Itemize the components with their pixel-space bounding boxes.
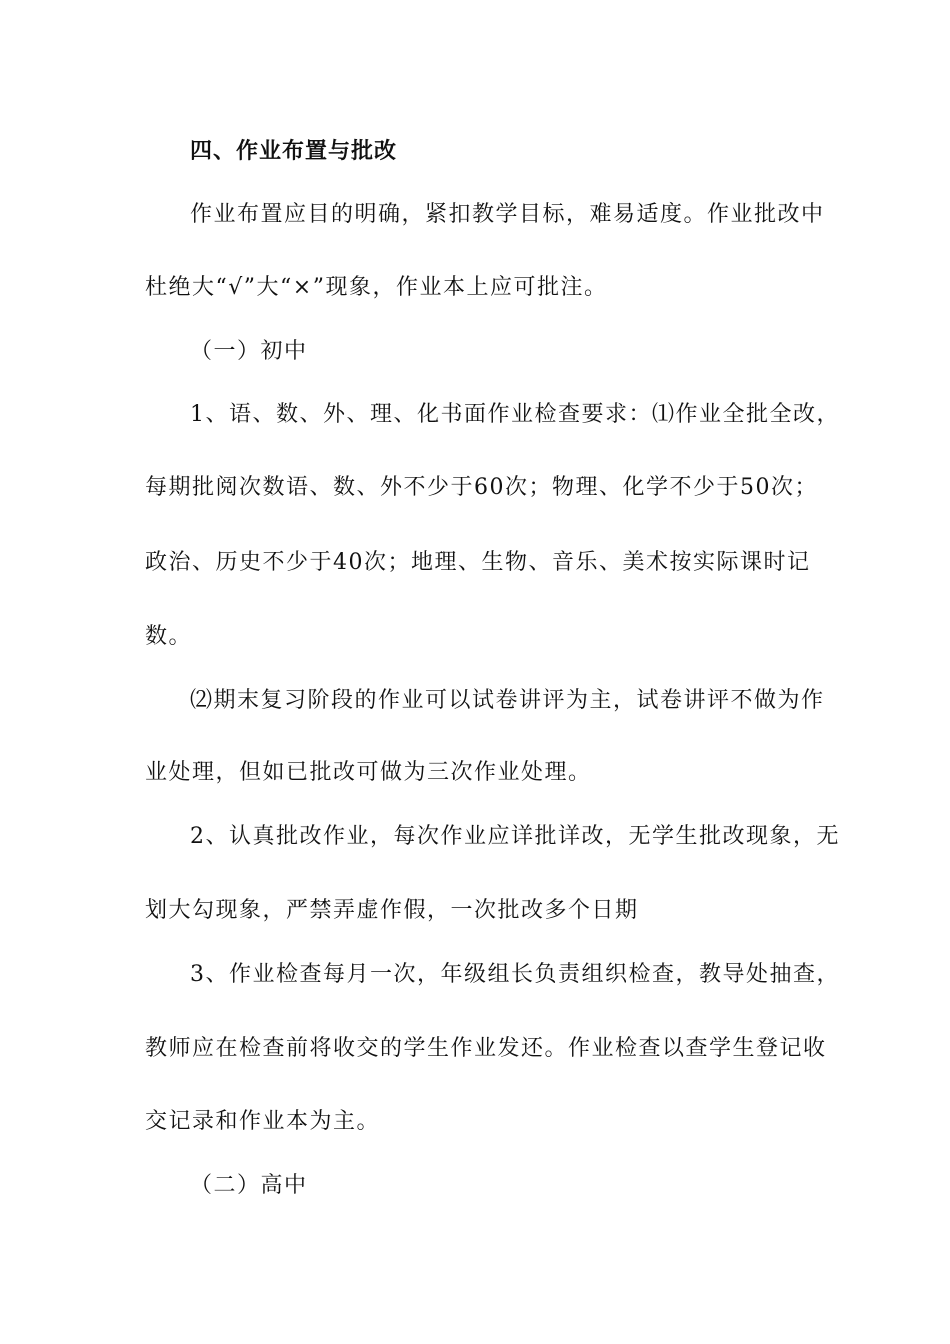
item1-sub2-line-2: 业处理，但如已批改可做为三次作业处理。 [145, 760, 592, 785]
item2-line-1: 2、认真批改作业，每次作业应详批详改，无学生批改现象，无 [190, 824, 840, 849]
item1-sub2-line-1: ⑵期末复习阶段的作业可以试卷讲评为主，试卷讲评不做为作 [190, 688, 825, 713]
item1-line-2: 每期批阅次数语、数、外不少于60次；物理、化学不少于50次； [145, 475, 818, 500]
intro-line-2: 杜绝大“√”大“×”现象，作业本上应可批注。 [145, 275, 608, 300]
item3-line-3: 交记录和作业本为主。 [145, 1109, 381, 1134]
subsection-senior-heading: （二）高中 [190, 1173, 308, 1198]
item1-line-3: 政治、历史不少于40次；地理、生物、音乐、美术按实际课时记 [145, 550, 811, 575]
item3-line-1: 3、作业检查每月一次，年级组长负责组织检查，教导处抽查， [190, 962, 840, 987]
item3-line-2: 教师应在检查前将收交的学生作业发还。作业检查以查学生登记收 [145, 1036, 827, 1061]
item2-line-2: 划大勾现象，严禁弄虚作假，一次批改多个日期 [145, 898, 639, 923]
item1-line-4: 数。 [145, 624, 193, 649]
intro-line-1: 作业布置应目的明确，紧扣教学目标，难易适度。作业批改中 [190, 202, 825, 227]
item1-line-1: 1、语、数、外、理、化书面作业检查要求：⑴作业全批全改， [190, 402, 840, 427]
subsection-junior-heading: （一）初中 [190, 339, 308, 364]
section-heading: 四、作业布置与批改 [190, 139, 398, 164]
